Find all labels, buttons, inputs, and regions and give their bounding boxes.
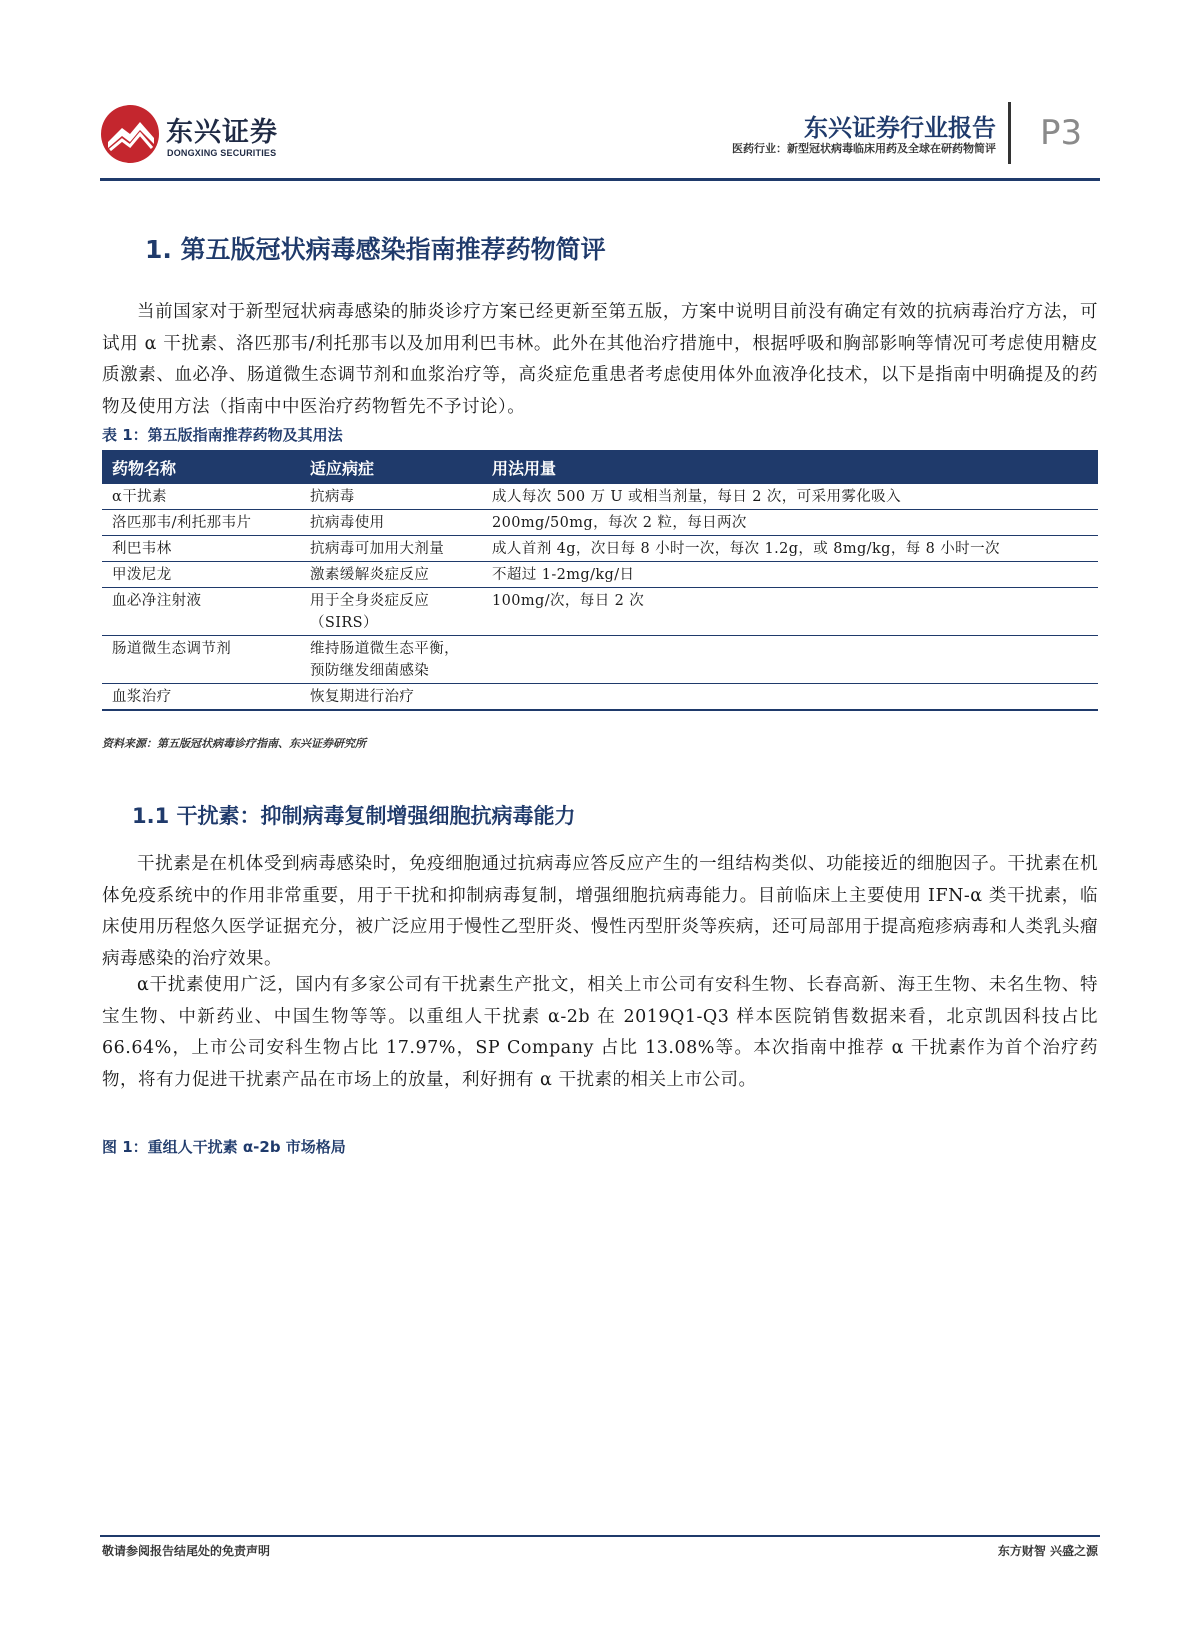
company-logo <box>100 104 300 166</box>
drug-indication: 抗病毒使用 <box>300 510 482 536</box>
drug-dosage: 成人每次 500 万 U 或相当剂量，每日 2 次，可采用雾化吸入 <box>482 484 1098 510</box>
drug-name: α干扰素 <box>102 484 300 510</box>
drug-dosage: 不超过 1-2mg/kg/日 <box>482 562 1098 588</box>
drug-dosage <box>482 636 1098 684</box>
table-row <box>102 636 1098 684</box>
drug-dosage: 200mg/50mg，每次 2 粒，每日两次 <box>482 510 1098 536</box>
table-row <box>102 536 1098 562</box>
subsection-heading: 1.1 干扰素：抑制病毒复制增强细胞抗病毒能力 <box>132 804 576 828</box>
drug-dosage <box>482 684 1098 711</box>
table-caption: 表 1：第五版指南推荐药物及其用法 <box>102 426 343 444</box>
dongxing-logo-icon <box>100 104 160 164</box>
drug-name: 肠道微生态调节剂 <box>102 636 300 684</box>
table-row <box>102 684 1098 711</box>
body-paragraph: 干扰素是在机体受到病毒感染时，免疫细胞通过抗病毒应答反应产生的一组结构类似、功能接近的细胞因子。干扰素在机体免疫系统中的作用非常重要，用于干扰和抑制病毒复制，增强细胞抗病毒能力。目前临床上主要使用 IFN-α 类干扰素，临床使用历程悠久医学证据充分，被广泛应用于慢性乙型肝炎、慢性丙型肝炎等疾病，还可局部用于提高疱疹病毒和人类乳头瘤病毒感染的治疗效果。 <box>102 854 1098 969</box>
logo-english-name: DONGXING SECURITIES <box>167 148 277 158</box>
drug-indication: 用于全身炎症反应（SIRS） <box>300 588 482 636</box>
column-header: 适应病症 <box>300 450 482 484</box>
figure-caption: 图 1：重组人干扰素 α-2b 市场格局 <box>102 1138 346 1156</box>
logo-chinese-name: 东兴证券 <box>166 117 278 148</box>
drug-name: 血浆治疗 <box>102 684 300 711</box>
report-subtitle: 医药行业：新型冠状病毒临床用药及全球在研药物简评 <box>732 142 996 155</box>
drug-name: 甲泼尼龙 <box>102 562 300 588</box>
report-type: 东兴证券行业报告 <box>804 114 996 142</box>
column-header: 药物名称 <box>102 450 300 484</box>
footer-slogan: 东方财智 兴盛之源 <box>997 1544 1098 1558</box>
drug-indication: 抗病毒可加用大剂量 <box>300 536 482 562</box>
table-row <box>102 562 1098 588</box>
drug-table <box>102 450 1098 711</box>
drug-indication: 抗病毒 <box>300 484 482 510</box>
body-paragraph: α干扰素使用广泛，国内有多家公司有干扰素生产批文，相关上市公司有安科生物、长春高新、海王生物、未名生物、特宝生物、中新药业、中国生物等等。以重组人干扰素 α-2b 在 2019Q1-Q3 样本医院销售数据来看，北京凯因科技占比 66.64%，上市公司安科生物占比 17.97%，SP Company 占比 13.08%等。本次指南中推荐 α 干扰素作为首个治疗药物，将有力促进干扰素产品在市场上的放量，利好拥有 α 干扰素的相关上市公司。 <box>102 975 1098 1090</box>
drug-dosage: 100mg/次，每日 2 次 <box>482 588 1098 636</box>
drug-name: 洛匹那韦/利托那韦片 <box>102 510 300 536</box>
drug-indication: 维持肠道微生态平衡，预防继发细菌感染 <box>300 636 482 684</box>
column-header: 用法用量 <box>482 450 1098 484</box>
drug-name: 血必净注射液 <box>102 588 300 636</box>
table-header-row <box>102 450 1098 484</box>
section-heading: 1. 第五版冠状病毒感染指南推荐药物简评 <box>145 235 606 264</box>
page-number: P3 <box>1040 113 1083 153</box>
drug-indication: 激素缓解炎症反应 <box>300 562 482 588</box>
intro-paragraph: 当前国家对于新型冠状病毒感染的肺炎诊疗方案已经更新至第五版，方案中说明目前没有确定有效的抗病毒治疗方法，可试用 α 干扰素、洛匹那韦/利托那韦以及加用利巴韦林。此外在其他治疗措施中，根据呼吸和胸部影响等情况可考虑使用糖皮质激素、血必净、肠道微生态调节剂和血浆治疗等，高炎症危重患者考虑使用体外血液净化技术，以下是指南中明确提及的药物及使用方法（指南中中医治疗药物暂先不予讨论）。 <box>102 302 1098 417</box>
header-rule <box>100 178 1100 181</box>
footer-disclaimer: 敬请参阅报告结尾处的免责声明 <box>102 1544 271 1558</box>
table-row <box>102 588 1098 636</box>
table-row <box>102 484 1098 510</box>
table-row <box>102 510 1098 536</box>
footer-rule <box>100 1535 1100 1537</box>
header-divider <box>1008 102 1011 164</box>
drug-name: 利巴韦林 <box>102 536 300 562</box>
table-source: 资料来源：第五版冠状病毒诊疗指南、东兴证券研究所 <box>102 737 366 750</box>
drug-indication: 恢复期进行治疗 <box>300 684 482 711</box>
drug-dosage: 成人首剂 4g，次日每 8 小时一次，每次 1.2g，或 8mg/kg，每 8 小时一次 <box>482 536 1098 562</box>
